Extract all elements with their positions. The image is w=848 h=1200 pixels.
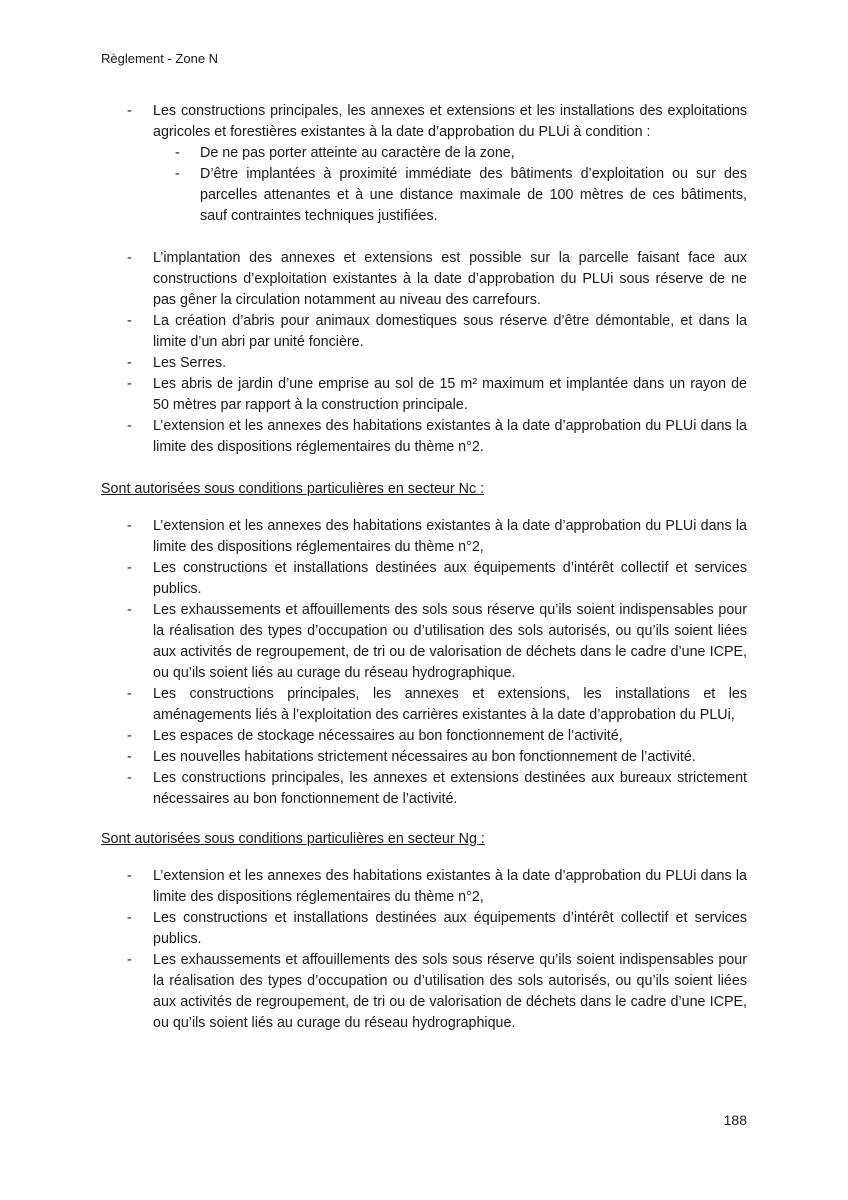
list-item: - Les espaces de stockage nécessaires au bon fonctionnement de l’activité, [101, 726, 747, 747]
list-item: - Les constructions et installations destinées aux équipements d’intérêt collectif et services publics. [101, 908, 747, 950]
list-item: - Les constructions principales, les annexes et extensions et les installations des exploitations agricoles et forestières existantes à la date d’approbation du PLUi à condition : [101, 101, 747, 143]
sub-list-item: - D’être implantées à proximité immédiate des bâtiments d’exploitation ou sur des parcelles attenantes et à une distance maximale de 100 mètres de ces bâtiments, sauf contraintes techniques justifiées. [101, 164, 747, 227]
list-item: - Les constructions et installations destinées aux équipements d’intérêt collectif et services publics. [101, 558, 747, 600]
list-item: - Les exhaussements et affouillements des sols sous réserve qu’ils soient indispensables pour la réalisation des types d’occupation ou d’utilisation des sols autorisés, ou qu’ils soient liées aux activités de regroupement, de tri ou de valorisation de déchets dans le cadre d’une ICPE, ou qu’ils soient liés au curage du réseau hydrographique. [101, 950, 747, 1034]
list-item: - La création d’abris pour animaux domestiques sous réserve d’être démontable, et dans la limite d’un abri par unité foncière. [101, 311, 747, 353]
section-ng-list [101, 866, 747, 1034]
list-item: - L’extension et les annexes des habitations existantes à la date d’approbation du PLUi dans la limite des dispositions réglementaires du thème n°2, [101, 866, 747, 908]
list-item: - Les nouvelles habitations strictement nécessaires au bon fonctionnement de l’activité. [101, 747, 747, 768]
list-item: - L’extension et les annexes des habitations existantes à la date d’approbation du PLUi dans la limite des dispositions réglementaires du thème n°2, [101, 516, 747, 558]
list-item: - Les constructions principales, les annexes et extensions, les installations et les aménagements liés à l’exploitation des carrières existantes à la date d’approbation du PLUi, [101, 684, 747, 726]
section-title-ng: Sont autorisées sous conditions particulières en secteur Ng : [101, 831, 485, 847]
list-item: - Les exhaussements et affouillements des sols sous réserve qu’ils soient indispensables pour la réalisation des types d’occupation ou d’utilisation des sols autorisés, ou qu’ils soient liées aux activités de regroupement, de tri ou de valorisation de déchets dans le cadre d’une ICPE, ou qu’ils soient liés au curage du réseau hydrographique. [101, 600, 747, 684]
section-nc-list [101, 516, 747, 810]
section-title-nc: Sont autorisées sous conditions particulières en secteur Nc : [101, 481, 485, 497]
list-item: - L’implantation des annexes et extensions est possible sur la parcelle faisant face aux constructions d’exploitation existantes à la date d’approbation du PLUi sous réserve de ne pas gêner la circulation notamment au niveau des carrefours. [101, 248, 747, 311]
list-item: - Les abris de jardin d’une emprise au sol de 15 m² maximum et implantée dans un rayon de 50 mètres par rapport à la construction principale. [101, 374, 747, 416]
document-body [101, 101, 747, 1034]
page-number: 188 [723, 1112, 747, 1128]
list-item: - Les constructions principales, les annexes et extensions destinées aux bureaux strictement nécessaires au bon fonctionnement de l’activité. [101, 768, 747, 810]
sub-list-item: - De ne pas porter atteinte au caractère de la zone, [101, 143, 747, 164]
list-item: - L’extension et les annexes des habitations existantes à la date d’approbation du PLUi dans la limite des dispositions réglementaires du thème n°2. [101, 416, 747, 458]
block1-sublist [101, 143, 747, 227]
block2-list [101, 248, 747, 458]
page-header: Règlement - Zone N [101, 51, 219, 66]
block1-list [101, 101, 747, 143]
list-item: - Les Serres. [101, 353, 747, 374]
